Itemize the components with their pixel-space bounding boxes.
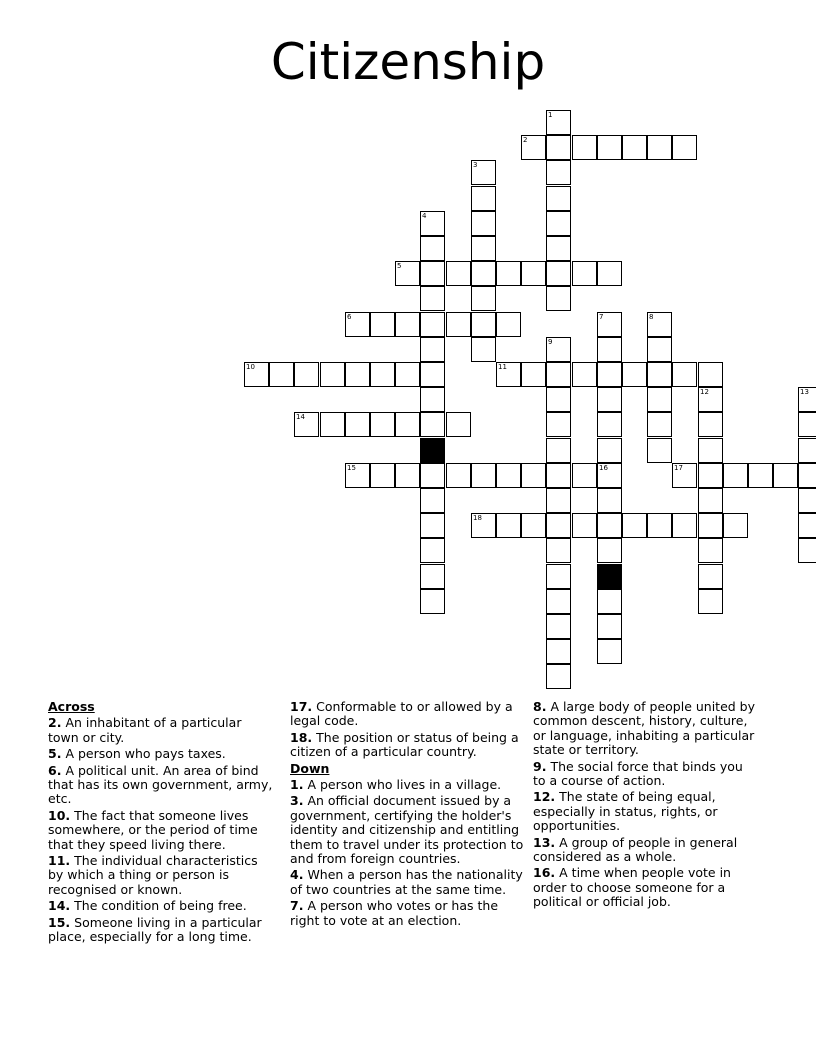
grid-cell[interactable] bbox=[471, 160, 496, 185]
grid-cell[interactable] bbox=[345, 312, 370, 337]
across-header: Across bbox=[48, 699, 95, 714]
grid-cell[interactable] bbox=[420, 312, 445, 337]
grid-cell[interactable] bbox=[572, 463, 597, 488]
grid-cell[interactable] bbox=[672, 362, 697, 387]
grid-cell[interactable] bbox=[546, 211, 571, 236]
grid-cell[interactable] bbox=[723, 463, 748, 488]
grid-cell[interactable] bbox=[420, 463, 445, 488]
grid-cell[interactable] bbox=[521, 362, 546, 387]
grid-cell[interactable] bbox=[521, 463, 546, 488]
grid-cell[interactable] bbox=[698, 463, 723, 488]
grid-cell[interactable] bbox=[698, 538, 723, 563]
clue-across-6: 6. A political unit. An area of bind that has its own government, army, etc. bbox=[48, 762, 273, 807]
grid-cell[interactable] bbox=[521, 135, 546, 160]
grid-cell[interactable] bbox=[622, 362, 647, 387]
grid-cell[interactable] bbox=[546, 362, 571, 387]
grid-cell[interactable] bbox=[521, 513, 546, 538]
grid-cell[interactable] bbox=[471, 186, 496, 211]
grid-cell[interactable] bbox=[496, 463, 521, 488]
grid-cell[interactable] bbox=[546, 538, 571, 563]
grid-cell[interactable] bbox=[672, 135, 697, 160]
grid-cell[interactable] bbox=[798, 387, 816, 412]
grid-cell[interactable] bbox=[345, 463, 370, 488]
grid-cell[interactable] bbox=[420, 387, 445, 412]
grid-cell[interactable] bbox=[345, 412, 370, 437]
clue-down-8: 8. A large body of people united by common descent, history, culture, or language, inhabiting a particular state or territory. bbox=[533, 699, 756, 758]
grid-cell[interactable] bbox=[420, 261, 445, 286]
clue-number: 4 bbox=[422, 212, 427, 220]
clue-down-1: 1. A person who lives in a village. bbox=[290, 777, 502, 793]
black-cell bbox=[597, 564, 622, 589]
grid-cell[interactable] bbox=[546, 639, 571, 664]
grid-cell[interactable] bbox=[798, 463, 816, 488]
grid-cell[interactable] bbox=[370, 463, 395, 488]
grid-cell[interactable] bbox=[471, 513, 496, 538]
grid-cell[interactable] bbox=[597, 438, 622, 463]
grid-cell[interactable] bbox=[420, 589, 445, 614]
grid-cell[interactable] bbox=[647, 438, 672, 463]
grid-cell[interactable] bbox=[572, 513, 597, 538]
grid-cell[interactable] bbox=[546, 438, 571, 463]
grid-cell[interactable] bbox=[546, 463, 571, 488]
clue-number: 10 bbox=[246, 363, 255, 371]
grid-cell[interactable] bbox=[420, 362, 445, 387]
grid-cell[interactable] bbox=[420, 337, 445, 362]
grid-cell[interactable] bbox=[698, 589, 723, 614]
clue-number: 12 bbox=[700, 388, 709, 396]
grid-cell[interactable] bbox=[647, 337, 672, 362]
grid-cell[interactable] bbox=[420, 488, 445, 513]
clue-down-7: 7. A person who votes or has the right to vote at an election. bbox=[290, 898, 499, 928]
grid-cell[interactable] bbox=[773, 463, 798, 488]
grid-cell[interactable] bbox=[723, 513, 748, 538]
grid-cell[interactable] bbox=[370, 412, 395, 437]
grid-cell[interactable] bbox=[446, 463, 471, 488]
grid-cell[interactable] bbox=[597, 412, 622, 437]
grid-cell[interactable] bbox=[370, 362, 395, 387]
grid-cell[interactable] bbox=[496, 362, 521, 387]
grid-cell[interactable] bbox=[597, 362, 622, 387]
grid-cell[interactable] bbox=[546, 614, 571, 639]
grid-cell[interactable] bbox=[496, 513, 521, 538]
grid-cell[interactable] bbox=[546, 564, 571, 589]
grid-cell[interactable] bbox=[446, 412, 471, 437]
grid-cell[interactable] bbox=[446, 312, 471, 337]
grid-cell[interactable] bbox=[370, 312, 395, 337]
grid-cell[interactable] bbox=[798, 412, 816, 437]
grid-cell[interactable] bbox=[546, 135, 571, 160]
grid-cell[interactable] bbox=[546, 186, 571, 211]
grid-cell[interactable] bbox=[471, 211, 496, 236]
grid-cell[interactable] bbox=[471, 261, 496, 286]
down-header: Down bbox=[290, 760, 330, 776]
grid-cell[interactable] bbox=[546, 664, 571, 689]
grid-cell[interactable] bbox=[798, 513, 816, 538]
clue-number: 18 bbox=[473, 514, 482, 522]
grid-cell[interactable] bbox=[672, 513, 697, 538]
clue-down-12: 12. The state of being equal, especially in status, rights, or opportunities. bbox=[533, 789, 718, 834]
clue-down-16: 16. A time when people vote in order to choose someone for a political or official job. bbox=[533, 865, 731, 910]
grid-cell[interactable] bbox=[698, 362, 723, 387]
grid-cell[interactable] bbox=[294, 412, 319, 437]
grid-cell[interactable] bbox=[572, 261, 597, 286]
grid-cell[interactable] bbox=[622, 513, 647, 538]
grid-cell[interactable] bbox=[597, 614, 622, 639]
grid-cell[interactable] bbox=[446, 261, 471, 286]
grid-cell[interactable] bbox=[471, 236, 496, 261]
grid-cell[interactable] bbox=[647, 312, 672, 337]
grid-cell[interactable] bbox=[597, 538, 622, 563]
grid-cell[interactable] bbox=[798, 488, 816, 513]
grid-cell[interactable] bbox=[597, 387, 622, 412]
clue-down-13: 13. A group of people in general considered as a whole. bbox=[533, 834, 738, 865]
grid-cell[interactable] bbox=[698, 488, 723, 513]
clue-down-4: 4. When a person has the nationality of two countries at the same time. bbox=[290, 867, 523, 897]
grid-cell[interactable] bbox=[320, 362, 345, 387]
grid-cell[interactable] bbox=[748, 463, 773, 488]
grid-cell[interactable] bbox=[294, 362, 319, 387]
grid-cell[interactable] bbox=[546, 110, 571, 135]
grid-cell[interactable] bbox=[597, 463, 622, 488]
grid-cell[interactable] bbox=[597, 639, 622, 664]
grid-cell[interactable] bbox=[647, 412, 672, 437]
grid-cell[interactable] bbox=[647, 387, 672, 412]
grid-cell[interactable] bbox=[420, 236, 445, 261]
grid-cell[interactable] bbox=[698, 513, 723, 538]
clue-down-9: 9. The social force that binds you to a course of action. bbox=[533, 758, 743, 789]
clue-across-14: 14. The condition of being free. bbox=[48, 898, 247, 914]
clue-across-5: 5. A person who pays taxes. bbox=[48, 746, 226, 762]
clue-number: 8 bbox=[649, 313, 654, 321]
grid-cell[interactable] bbox=[546, 488, 571, 513]
clue-number: 11 bbox=[498, 363, 507, 371]
clue-number: 9 bbox=[548, 338, 553, 346]
grid-cell[interactable] bbox=[698, 387, 723, 412]
grid-cell[interactable] bbox=[471, 286, 496, 311]
clue-across-11: 11. The individual characteristics by which a thing or person is recognised or known. bbox=[48, 853, 258, 897]
clue-across-18: 18. The position or status of being a citizen of a particular country. bbox=[290, 729, 519, 760]
clue-across-17: 17. Conformable to or allowed by a legal code. bbox=[290, 699, 513, 729]
clue-across-10: 10. The fact that someone lives somewhere, or the period of time that they speed living there. bbox=[48, 807, 258, 852]
grid-cell[interactable] bbox=[320, 412, 345, 437]
puzzle-title: Citizenship bbox=[270, 33, 546, 91]
clues-column-1 bbox=[48, 700, 273, 947]
grid-cell[interactable] bbox=[647, 513, 672, 538]
grid-cell[interactable] bbox=[420, 412, 445, 437]
grid-cell[interactable] bbox=[672, 463, 697, 488]
grid-cell[interactable] bbox=[546, 387, 571, 412]
grid-cell[interactable] bbox=[622, 135, 647, 160]
grid-cell[interactable] bbox=[597, 488, 622, 513]
grid-cell[interactable] bbox=[546, 261, 571, 286]
clue-number: 13 bbox=[800, 388, 809, 396]
grid-cell[interactable] bbox=[395, 312, 420, 337]
clues-column-3 bbox=[533, 700, 758, 912]
clue-down-3: 3. An official document issued by a government, certifying the holder's identity and citizenship and entitling them to travel under its protection to and from foreign countries. bbox=[290, 793, 524, 867]
clue-number: 1 bbox=[548, 111, 553, 119]
grid-cell[interactable] bbox=[546, 236, 571, 261]
grid-cell[interactable] bbox=[420, 211, 445, 236]
grid-cell[interactable] bbox=[496, 312, 521, 337]
grid-cell[interactable] bbox=[546, 337, 571, 362]
clue-number: 7 bbox=[599, 313, 604, 321]
grid-cell[interactable] bbox=[496, 261, 521, 286]
grid-cell[interactable] bbox=[647, 135, 672, 160]
grid-cell[interactable] bbox=[698, 412, 723, 437]
grid-cell[interactable] bbox=[546, 160, 571, 185]
grid-cell[interactable] bbox=[345, 362, 370, 387]
grid-cell[interactable] bbox=[798, 538, 816, 563]
clue-number: 2 bbox=[523, 136, 528, 144]
grid-cell[interactable] bbox=[420, 286, 445, 311]
grid-cell[interactable] bbox=[698, 438, 723, 463]
grid-cell[interactable] bbox=[471, 463, 496, 488]
grid-cell[interactable] bbox=[597, 589, 622, 614]
clue-across-2: 2. An inhabitant of a particular town or city. bbox=[48, 715, 242, 745]
grid-cell[interactable] bbox=[572, 135, 597, 160]
grid-cell[interactable] bbox=[521, 261, 546, 286]
clue-number: 14 bbox=[296, 413, 305, 421]
clue-number: 16 bbox=[599, 464, 608, 472]
grid-cell[interactable] bbox=[698, 564, 723, 589]
grid-cell[interactable] bbox=[597, 261, 622, 286]
grid-cell[interactable] bbox=[420, 538, 445, 563]
grid-cell[interactable] bbox=[395, 261, 420, 286]
grid-cell[interactable] bbox=[546, 412, 571, 437]
grid-cell[interactable] bbox=[395, 463, 420, 488]
grid-cell[interactable] bbox=[269, 362, 294, 387]
grid-cell[interactable] bbox=[471, 337, 496, 362]
clue-number: 17 bbox=[674, 464, 683, 472]
grid-cell[interactable] bbox=[597, 312, 622, 337]
grid-cell[interactable] bbox=[798, 438, 816, 463]
grid-cell[interactable] bbox=[546, 589, 571, 614]
clues-column-2 bbox=[290, 700, 525, 930]
grid-cell[interactable] bbox=[395, 412, 420, 437]
grid-cell[interactable] bbox=[395, 362, 420, 387]
grid-cell[interactable] bbox=[597, 337, 622, 362]
grid-cell[interactable] bbox=[546, 513, 571, 538]
clue-number: 6 bbox=[347, 313, 352, 321]
grid-cell[interactable] bbox=[420, 513, 445, 538]
grid-cell[interactable] bbox=[597, 513, 622, 538]
grid-cell[interactable] bbox=[572, 362, 597, 387]
grid-cell[interactable] bbox=[244, 362, 269, 387]
grid-cell[interactable] bbox=[471, 312, 496, 337]
clue-number: 15 bbox=[347, 464, 356, 472]
grid-cell[interactable] bbox=[420, 564, 445, 589]
clue-number: 3 bbox=[473, 161, 478, 169]
grid-cell[interactable] bbox=[597, 135, 622, 160]
grid-cell[interactable] bbox=[647, 362, 672, 387]
grid-cell[interactable] bbox=[546, 286, 571, 311]
clue-number: 5 bbox=[397, 262, 402, 270]
black-cell bbox=[420, 438, 445, 463]
clue-across-15: 15. Someone living in a particular place, especially for a long time. bbox=[48, 914, 262, 945]
